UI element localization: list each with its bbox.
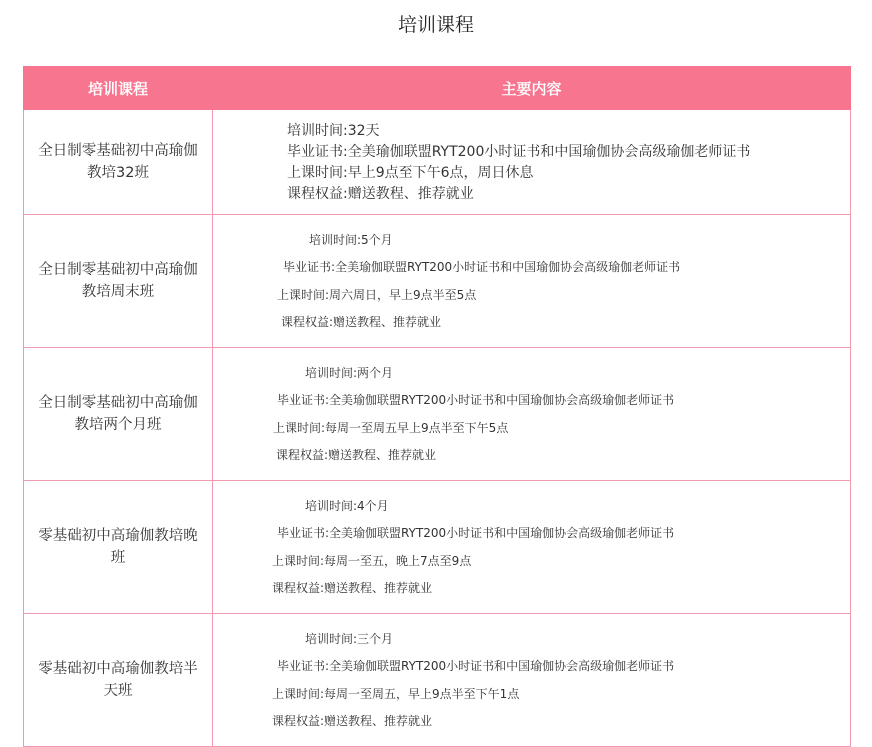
detail-training-time: 培训时间:5个月 — [309, 232, 393, 247]
detail-certificate: 毕业证书:全美瑜伽联盟RYT200小时证书和中国瑜伽协会高级瑜伽老师证书 — [283, 260, 681, 275]
header-main-content: 主要内容 — [213, 67, 851, 110]
course-details — [213, 348, 851, 481]
detail-certificate: 毕业证书:全美瑜伽联盟RYT200小时证书和中国瑜伽协会高级瑜伽老师证书 — [277, 659, 675, 674]
detail-class-time: 上课时间:每周一至周五早上9点半至下午5点 — [273, 420, 509, 435]
detail-class-time: 上课时间:周六周日，早上9点半至5点 — [277, 287, 477, 302]
course-name: 全日制零基础初中高瑜伽教培周末班 — [24, 215, 213, 348]
detail-certificate: 毕业证书:全美瑜伽联盟RYT200小时证书和中国瑜伽协会高级瑜伽老师证书 — [277, 526, 675, 541]
course-details — [213, 481, 851, 614]
detail-benefits: 课程权益:赠送教程、推荐就业 — [272, 581, 433, 596]
course-details — [213, 215, 851, 348]
detail-benefits: 课程权益:赠送教程、推荐就业 — [276, 448, 437, 463]
table-row — [24, 215, 851, 348]
header-course-name: 培训课程 — [24, 67, 213, 110]
table-row — [24, 348, 851, 481]
course-name: 全日制零基础初中高瑜伽教培32班 — [24, 110, 213, 215]
table-row — [24, 614, 851, 747]
detail-class-time: 上课时间:每周一至周五，早上9点半至下午1点 — [272, 686, 520, 701]
detail-benefits: 课程权益:赠送教程、推荐就业 — [272, 714, 433, 729]
table-header-row — [24, 67, 851, 110]
course-name: 全日制零基础初中高瑜伽教培两个月班 — [24, 348, 213, 481]
detail-training-time: 培训时间:4个月 — [305, 498, 389, 513]
course-details — [213, 110, 851, 215]
course-name: 零基础初中高瑜伽教培半天班 — [24, 614, 213, 747]
table-row — [24, 110, 851, 215]
detail-class-time: 上课时间:每周一至五，晚上7点至9点 — [272, 553, 472, 568]
page-title: 培训课程 — [397, 14, 474, 36]
detail-certificate: 毕业证书:全美瑜伽联盟RYT200小时证书和中国瑜伽协会高级瑜伽老师证书 — [287, 144, 751, 160]
detail-training-time: 培训时间:32天 — [287, 123, 380, 139]
course-name: 零基础初中高瑜伽教培晚班 — [24, 481, 213, 614]
course-table — [23, 66, 851, 747]
detail-training-time: 培训时间:两个月 — [305, 365, 394, 380]
detail-benefits: 课程权益:赠送教程、推荐就业 — [287, 186, 474, 202]
detail-benefits: 课程权益:赠送教程、推荐就业 — [281, 315, 442, 330]
detail-certificate: 毕业证书:全美瑜伽联盟RYT200小时证书和中国瑜伽协会高级瑜伽老师证书 — [277, 393, 675, 408]
course-details — [213, 614, 851, 747]
detail-class-time: 上课时间:早上9点至下午6点，周日休息 — [287, 165, 534, 181]
detail-training-time: 培训时间:三个月 — [305, 631, 394, 646]
table-row — [24, 481, 851, 614]
